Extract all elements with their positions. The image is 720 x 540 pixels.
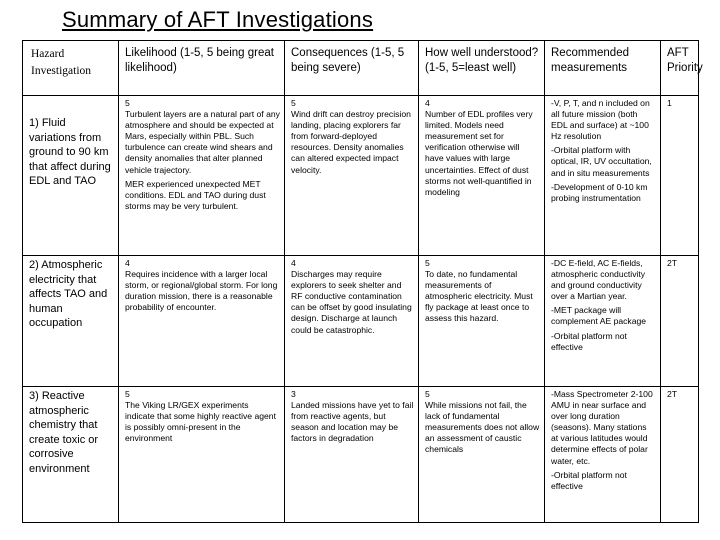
consequences-text: Wind drift can destroy precision landing, placing explorers far from forward-deployed resources. Density anomalies can altered expected impact velocity.	[291, 109, 411, 175]
consequences-text: Landed missions have yet to fail from reactive agents, but season and location may be factors in degradation	[291, 400, 414, 444]
consequences-cell	[285, 256, 419, 387]
consequences-cell	[285, 96, 419, 256]
recommended-item: -Orbital platform with optical, IR, UV occultation, and in situ measurements	[551, 145, 652, 178]
understood-text: Number of EDL profiles very limited. Models need measurement set for verification otherwise will have values with large uncertainties. Effect of dust storms not well-quantified in modeling	[425, 109, 533, 197]
table-header-row	[23, 41, 699, 96]
understood-text: To date, no fundamental measurements of atmospheric electricity. Must fly package at least once to assess this hazard.	[425, 269, 533, 324]
priority-cell: 2T	[661, 387, 699, 523]
understood-value: 5	[425, 258, 430, 268]
consequences-value: 4	[291, 258, 296, 268]
likelihood-text: Turbulent layers are a natural part of any atmosphere and should be expected at Mars, especially within PBL. Such turbulence can create wind shears and density anomalies that alter planned vehicle trajectory.	[125, 109, 280, 175]
header-hazard: Hazard Investigation	[23, 41, 119, 96]
consequences-text: Discharges may require explorers to seek shelter and RF conductive contamination can be offset by good insulating design. Discharge at launch could be catastrophic.	[291, 269, 412, 335]
table-row	[23, 387, 699, 523]
recommended-item: -Mass Spectrometer 2-100 AMU in near surface and over long duration (seasons). Many stations at various latitudes would determine effects of polar water, etc.	[551, 389, 653, 466]
recommended-cell	[545, 256, 661, 387]
table-row	[23, 96, 699, 256]
understood-value: 5	[425, 389, 430, 399]
recommended-cell	[545, 96, 661, 256]
recommended-item: -MET package will complement AE package	[551, 305, 647, 327]
priority-cell: 2T	[661, 256, 699, 387]
header-understood: How well understood? (1-5, 5=least well)	[419, 41, 545, 96]
understood-cell	[419, 96, 545, 256]
likelihood-value: 5	[125, 98, 130, 108]
recommended-item: -Development of 0-10 km probing instrumentation	[551, 181, 648, 203]
likelihood-text: Requires incidence with a larger local storm, or regional/global storm. For long duration mission, there is a reasonable probability of encounter.	[125, 269, 278, 313]
recommended-cell	[545, 387, 661, 523]
header-recommended: Recommended measurements	[545, 41, 661, 96]
understood-cell	[419, 387, 545, 523]
header-consequences: Consequences (1-5, 5 being severe)	[285, 41, 419, 96]
header-priority: AFT Priority	[661, 41, 699, 96]
consequences-cell	[285, 387, 419, 523]
consequences-value: 5	[291, 98, 296, 108]
likelihood-text: The Viking LR/GEX experiments indicate that some highly reactive agent is possibly omni-present in the environment	[125, 400, 276, 444]
priority-cell: 1	[661, 96, 699, 256]
aft-summary-table	[22, 40, 703, 523]
likelihood-text-extra: MER experienced unexpected MET conditions. EDL and TAO during dust storms may be very turbulent.	[125, 178, 266, 211]
understood-value: 4	[425, 98, 430, 108]
hazard-cell: 2) Atmospheric electricity that affects TAO and human occupation	[23, 256, 119, 387]
hazard-cell: 3) Reactive atmospheric chemistry that create toxic or corrosive environment	[23, 387, 119, 523]
likelihood-cell	[119, 387, 285, 523]
page-title: Summary of AFT Investigations	[62, 7, 374, 32]
hazard-cell: 1) Fluid variations from ground to 90 km that affect during EDL and TAO	[23, 96, 119, 256]
recommended-item: -Orbital platform not effective	[551, 469, 627, 491]
likelihood-value: 5	[125, 389, 130, 399]
understood-text: While missions not fail, the lack of fundamental measurements does not allow an assessment of caustic chemicals	[425, 400, 540, 455]
recommended-item: -V, P, T, and n included on all future mission (both EDL and surface) at ~100 Hz resolution	[551, 98, 650, 142]
header-likelihood: Likelihood (1-5, 5 being great likelihood)	[119, 41, 285, 96]
likelihood-value: 4	[125, 258, 130, 268]
recommended-item: -Orbital platform not effective	[551, 330, 627, 352]
likelihood-cell	[119, 256, 285, 387]
understood-cell	[419, 256, 545, 387]
likelihood-cell	[119, 96, 285, 256]
table-row	[23, 256, 699, 387]
consequences-value: 3	[291, 389, 296, 399]
recommended-item: -DC E-field, AC E-fields, atmospheric conductivity and ground conductivity over a Martian year.	[551, 258, 646, 302]
